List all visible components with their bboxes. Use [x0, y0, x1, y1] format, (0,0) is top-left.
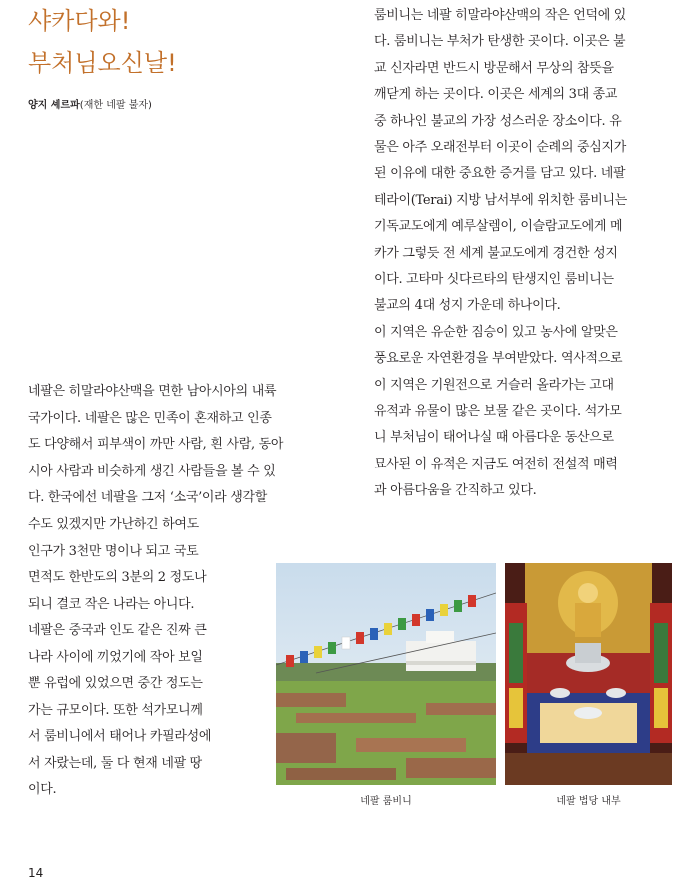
text-line: 묘사된 이 유적은 지금도 여전히 전설적 매력 — [374, 456, 618, 472]
caption-temple: 네팔 법당 내부 — [556, 796, 621, 807]
text-line: 시아 사람과 비슷하게 생긴 사람들을 볼 수 있 — [28, 463, 276, 479]
page-number: 14 — [28, 866, 44, 880]
text-line: 나라 사이에 끼었기에 작아 보일 — [28, 649, 203, 665]
text-line: 네팔은 히말라야산맥을 면한 남아시아의 내륙 — [28, 384, 277, 399]
text-line: 뿐 유럽에 있었으면 중간 정도는 — [28, 676, 203, 691]
text-line: 면적도 한반도의 3분의 2 정도나 — [28, 570, 207, 585]
text-line: 다. 룸비니는 부처가 탄생한 곳이다. 이곳은 불 — [374, 34, 626, 50]
text-line: 유적과 유물이 많은 보물 같은 곳이다. 석가모 — [374, 404, 622, 419]
text-line: 교 신자라면 반드시 방문해서 무상의 참뜻을 — [374, 60, 614, 76]
text-line: 가는 규모이다. 또한 석가모니께 — [28, 702, 203, 718]
temple-interior-photo — [505, 563, 672, 785]
text-line: 이다. — [28, 782, 57, 797]
author-role: (재한 네팔 불자) — [79, 100, 152, 111]
text-line: 중 하나인 불교의 가장 성스러운 장소이다. 유 — [374, 113, 622, 129]
text-line: 된 이유에 대한 중요한 증거를 담고 있다. 네팔 — [374, 166, 626, 182]
text-line: 카가 그렇듯 전 세계 불교도에게 경건한 성지 — [374, 245, 618, 261]
text-line: 인구가 3천만 명이나 되고 국토 — [28, 543, 199, 559]
lumbini-photo — [276, 563, 496, 785]
title-line-1: 샤카다와! — [28, 7, 131, 35]
text-line: 니 부처님이 태어나실 때 아름다운 동산으로 — [374, 430, 614, 446]
text-line: 네팔은 중국과 인도 같은 진짜 큰 — [28, 623, 207, 638]
text-line: 과 아름다움을 간직하고 있다. — [374, 483, 537, 499]
text-line: 테라이(Terai) 지방 남서부에 위치한 룸비니는 — [374, 192, 627, 208]
text-line: 룸비니는 네팔 히말라야산맥의 작은 언덕에 있 — [374, 8, 627, 23]
text-line: 이 지역은 기원전으로 거슬러 올라가는 고대 — [374, 377, 614, 393]
byline — [28, 96, 152, 111]
text-line: 풍요로운 자연환경을 부여받았다. 역사적으로 — [374, 351, 623, 367]
text-line: 깨닫게 하는 곳이다. 이곳은 세계의 3대 종교 — [374, 87, 618, 103]
text-line: 다. 한국에선 네팔을 그저 ‘소국’이라 생각할 — [28, 490, 268, 505]
text-line: 이다. 고타마 싯다르타의 탄생지인 룸비니는 — [374, 272, 614, 287]
text-line: 서 자랐는데, 둘 다 현재 네팔 땅 — [28, 755, 202, 771]
text-line: 불교의 4대 성지 가운데 하나이다. — [374, 298, 561, 314]
author-name: 양지 셰르파 — [28, 100, 80, 111]
text-line: 기독교도에게 예루살렘이, 이슬람교도에게 메 — [374, 219, 623, 235]
text-line: 되니 결코 작은 나라는 아니다. — [28, 596, 195, 612]
text-line: 도 다양해서 피부색이 까만 사람, 흰 사람, 동아 — [28, 437, 284, 452]
text-line: 국가이다. 네팔은 많은 민족이 혼재하고 인종 — [28, 410, 272, 426]
text-line: 이 지역은 유순한 짐승이 있고 농사에 알맞은 — [374, 324, 618, 340]
title-line-2: 부처님오신날! — [28, 49, 177, 77]
text-line: 물은 아주 오래전부터 이곳이 순례의 중심지가 — [374, 140, 627, 155]
caption-lumbini: 네팔 룸비니 — [360, 796, 412, 807]
text-line: 수도 있겠지만 가난하긴 하여도 — [28, 517, 199, 532]
text-line: 서 룸비니에서 태어나 카필라성에 — [28, 729, 212, 744]
